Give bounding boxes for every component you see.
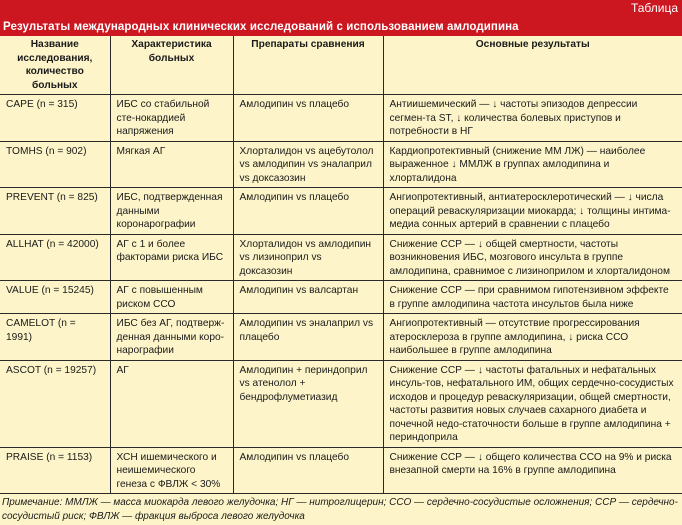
cell-drugs: Амлодипин vs плацебо xyxy=(233,188,383,235)
table-row xyxy=(0,188,682,235)
cell-drugs: Хлорталидон vs ацебутолол vs амлодипин vs эналаприл vs доксазозин xyxy=(233,141,383,188)
cell-drugs: Амлодипин vs плацебо xyxy=(233,95,383,142)
cell-study: VALUE (n = 15245) xyxy=(0,281,110,314)
table-label: Таблица xyxy=(630,1,678,15)
cell-drugs: Амлодипин vs валсартан xyxy=(233,281,383,314)
table-row xyxy=(0,360,682,447)
cell-results: Антиишемический — ↓ частоты эпизодов депрессии сегмен-та ST, ↓ количества болевых приступов и потребности в НГ xyxy=(383,95,682,142)
cell-patients: ХСН ишемического и неишемического генеза с ФВЛЖ < 30% xyxy=(110,447,233,494)
cell-results: Ангиопротективный — отсутствие прогрессирования атеросклероза в группе амлодипина, ↓ риска ССО наибольшее в группе амлодипина xyxy=(383,314,682,361)
cell-study: ASCOT (n = 19257) xyxy=(0,360,110,447)
cell-patients: ИБС, подтвержденная данными коронарографии xyxy=(110,188,233,235)
cell-study: CAMELOT (n = 1991) xyxy=(0,314,110,361)
cell-drugs: Хлорталидон vs амлодипин vs лизиноприл vs доксазозин xyxy=(233,234,383,281)
cell-results: Снижение ССР — ↓ общего количества ССО на 9% и риска внезапной смерти на 16% в группе амлодипина xyxy=(383,447,682,494)
column-header-study: Название исследования, количество больных xyxy=(17,39,93,91)
cell-patients: АГ xyxy=(110,360,233,447)
table-row xyxy=(0,234,682,281)
column-header-patients: Характеристика больных xyxy=(110,36,233,95)
table-footnote: Примечание: ММЛЖ — масса миокарда левого желудочка; НГ — нитроглицерин; ССО — сердечно-сосудистые осложнения; ССР — сердечно-сосудистый риск; ФВЛЖ — фракция выброса левого желудочка xyxy=(2,497,678,522)
results-table xyxy=(0,36,682,494)
cell-study: PREVENT (n = 825) xyxy=(0,188,110,235)
table-row xyxy=(0,141,682,188)
cell-patients: ИБС без АГ, подтверж-денная данными коро-нарографии xyxy=(110,314,233,361)
cell-study: TOMHS (n = 902) xyxy=(0,141,110,188)
cell-study: CAPE (n = 315) xyxy=(0,95,110,142)
cell-results: Снижение ССР — ↓ общей смертности, частоты возникновения ИБС, мозгового инсульта в группе амлодипина, сравнимое с лизиноприлом и хлорталидоном xyxy=(383,234,682,281)
cell-drugs: Амлодипин + периндоприл vs атенолол + бендрофлуметиазид xyxy=(233,360,383,447)
column-header-drugs: Препараты сравнения xyxy=(233,36,383,95)
table-header-band xyxy=(0,0,682,36)
table-row xyxy=(0,314,682,361)
cell-patients: ИБС со стабильной сте-нокардией напряжения xyxy=(110,95,233,142)
table-row xyxy=(0,281,682,314)
table-title: Результаты международных клинических исследований с использованием амлодипина xyxy=(3,21,519,33)
cell-drugs: Амлодипин vs эналаприл vs плацебо xyxy=(233,314,383,361)
cell-results: Кардиопротективный (снижение ММ ЛЖ) — наиболее выраженное ↓ ММЛЖ в группах амлодипина и хлорталидона xyxy=(383,141,682,188)
cell-results: Снижение ССР — при сравнимом гипотензивном эффекте в группе амлодипина частота инсультов была ниже xyxy=(383,281,682,314)
cell-patients: АГ с 1 и более факторами риска ИБС xyxy=(110,234,233,281)
table-row xyxy=(0,95,682,142)
table-row xyxy=(0,447,682,494)
cell-results: Ангиопротективный, антиатеросклеротический — ↓ числа операций реваскуляризации миокарда; ↓ толщины интима-медиа сонных артерий в сравнении с плацебо xyxy=(383,188,682,235)
cell-study: ALLHAT (n = 42000) xyxy=(0,234,110,281)
column-header-results: Основные результаты xyxy=(383,36,682,95)
cell-study: PRAISE (n = 1153) xyxy=(0,447,110,494)
cell-results: Снижение ССР — ↓ частоты фатальных и нефатальных инсуль-тов, нефатального ИМ, общих сердечно-сосудистых исходов и процедур реваскуляризации, общей смертности, частоты развития новых случаев сахарного диабета и почечной недо-статочности больше в группе амлодипина + периндоприла xyxy=(383,360,682,447)
cell-drugs: Амлодипин vs плацебо xyxy=(233,447,383,494)
cell-patients: Мягкая АГ xyxy=(110,141,233,188)
cell-patients: АГ с повышенным риском ССО xyxy=(110,281,233,314)
header-row xyxy=(0,36,682,95)
